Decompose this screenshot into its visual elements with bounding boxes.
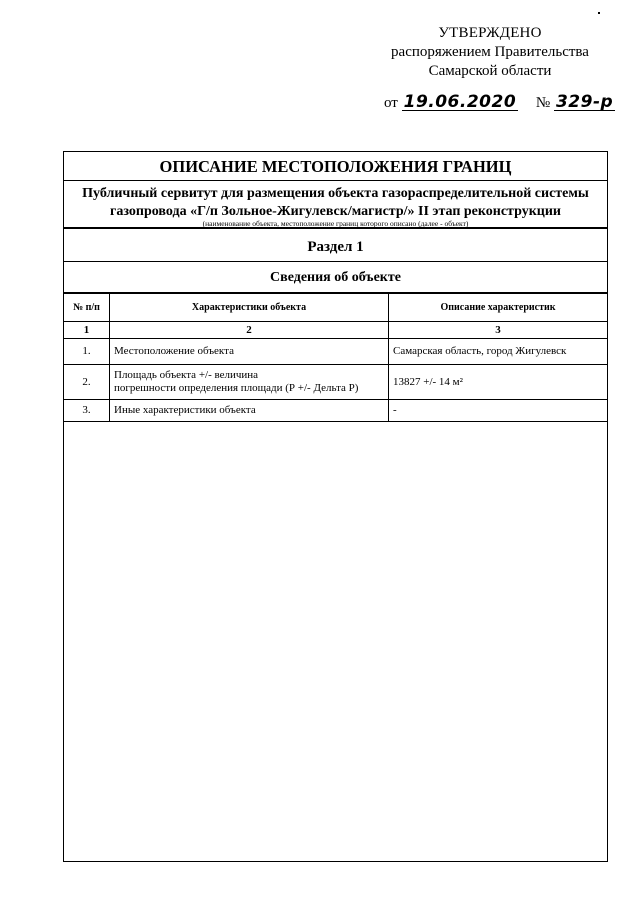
table-row xyxy=(64,400,607,422)
row-characteristic: Иные характеристики объекта xyxy=(110,400,389,422)
approval-title: УТВЕРЖДЕНО xyxy=(438,25,542,41)
object-note: (наименование объекта, местоположение границ которого описано (далее - объект) xyxy=(202,219,469,228)
header-description: Описание характеристик xyxy=(389,294,608,322)
subtitle-line-1: Публичный сервитут для размещения объекта газораспределительной системы xyxy=(82,186,589,201)
note-divider xyxy=(64,228,607,229)
order-line xyxy=(384,94,615,112)
scan-mark xyxy=(598,12,600,14)
column-number: 3 xyxy=(389,322,608,339)
characteristic-line-2: погрешности определения площади (Р +/- Дельта Р) xyxy=(114,382,359,394)
section-heading: Раздел 1 xyxy=(64,232,607,262)
approval-line-1: распоряжением Правительства xyxy=(391,44,589,60)
approval-block xyxy=(380,24,600,81)
row-number: 1. xyxy=(64,339,110,365)
table-row xyxy=(64,339,607,365)
header-number: № п/п xyxy=(64,294,110,322)
section-title: Сведения об объекте xyxy=(64,262,607,293)
row-number: 2. xyxy=(64,365,110,400)
column-number: 2 xyxy=(110,322,389,339)
table-header-row xyxy=(64,294,607,322)
row-description: Самарская область, город Жигулевск xyxy=(389,339,608,365)
order-date: 19.06.2020 xyxy=(403,92,517,112)
column-number-row xyxy=(64,322,607,339)
row-description: - xyxy=(389,400,608,422)
object-table xyxy=(64,293,607,422)
row-description: 13827 +/- 14 м² xyxy=(389,365,608,400)
row-characteristic: Местоположение объекта xyxy=(110,339,389,365)
order-number-label: № xyxy=(535,95,551,111)
row-characteristic xyxy=(110,365,389,400)
characteristic-line-1: Площадь объекта +/- величина xyxy=(114,369,259,381)
order-from-label: от xyxy=(384,95,398,111)
document-frame xyxy=(63,151,608,862)
header-characteristic: Характеристики объекта xyxy=(110,294,389,322)
table-row xyxy=(64,365,607,400)
subtitle-line-2: газопровода «Г/п Зольное-Жигулевск/магистр/» II этап реконструкции xyxy=(110,204,561,219)
document-title: ОПИСАНИЕ МЕСТОПОЛОЖЕНИЯ ГРАНИЦ xyxy=(64,152,607,181)
column-number: 1 xyxy=(64,322,110,339)
row-number: 3. xyxy=(64,400,110,422)
approval-line-2: Самарской области xyxy=(428,63,552,79)
order-number: 329-р xyxy=(555,92,614,112)
